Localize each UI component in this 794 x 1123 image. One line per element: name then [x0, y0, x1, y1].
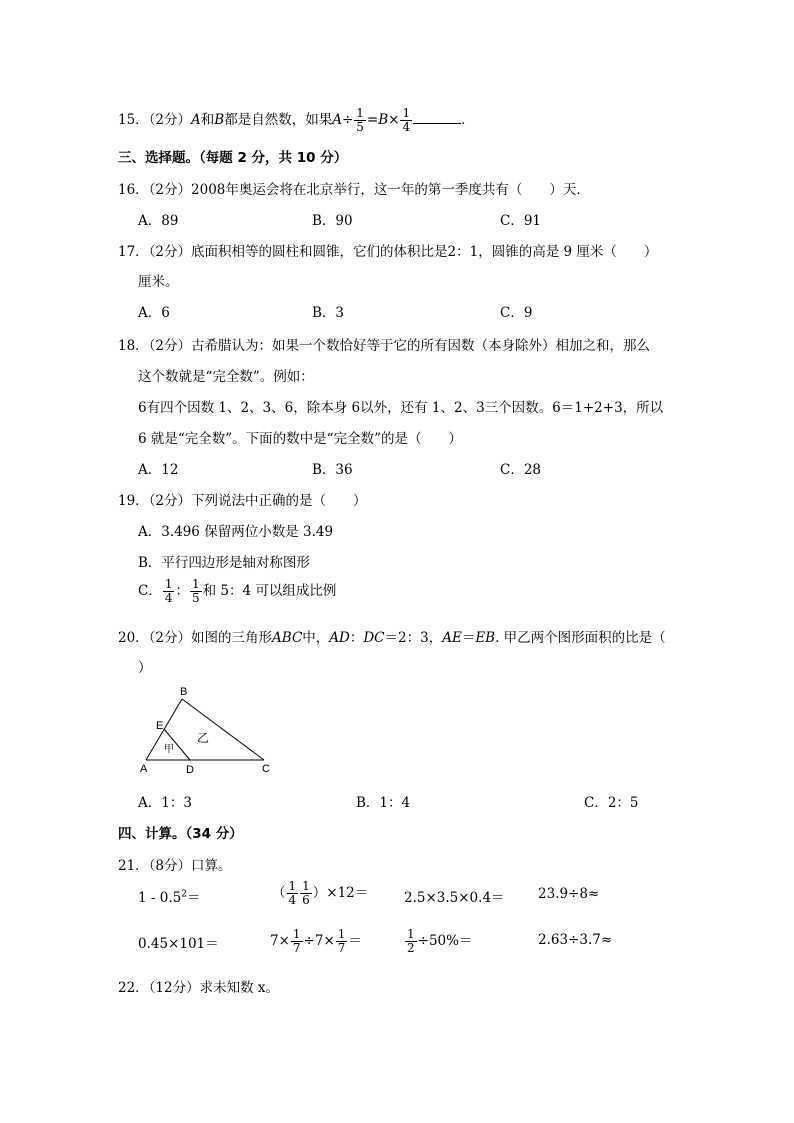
answer-blank[interactable]: [413, 113, 461, 124]
fraction: $\frac{1}{4}$: [402, 106, 411, 134]
label-e: E: [156, 720, 164, 732]
q21-expr-4: 23.9÷8≈: [538, 886, 600, 902]
label-b: B: [180, 686, 188, 698]
fraction: $\frac{1}{7}$: [337, 927, 346, 955]
q18-option-b[interactable]: B．36: [312, 462, 353, 478]
section-title-3: 三、选择题。（每题 2 分，共 10 分）: [118, 150, 348, 166]
label-yi: 乙: [197, 731, 210, 745]
q18-option-c[interactable]: C．28: [500, 462, 542, 478]
q17-stem: 17．（2分）底面积相等的圆柱和圆锥，它们的体积比是2：1，圆锥的高是 9 厘米（ ）: [118, 244, 658, 260]
q21-stem: 21．（8分）口算。: [118, 858, 232, 874]
fraction: $\frac{1}{2}$: [407, 927, 415, 955]
q15: 15．（2分）A和B都是自然数，如果A÷ $\frac{1}{5}$ =B× $\frac{1}{4}$ ．: [118, 106, 475, 134]
q21-expr-8: 2.63÷3.7≈: [538, 932, 613, 948]
q18-line4: 6 就是“完全数”。下面的数中是“完全数”的是（ ）: [138, 431, 462, 447]
q16-option-a[interactable]: A．89: [138, 213, 179, 229]
q19-option-c[interactable]: C． $\frac{1}{4}$ ： $\frac{1}{5}$ 和 5：4 可以组成比例: [138, 577, 337, 605]
q17-option-a[interactable]: A．6: [138, 305, 170, 321]
q17-option-b[interactable]: B．3: [312, 305, 345, 321]
q19-stem: 19．（2分）下列说法中正确的是（ ）: [118, 493, 367, 509]
label-a: A: [140, 763, 148, 775]
q17-stem-line2: 厘米。: [138, 274, 179, 290]
q19-option-a[interactable]: A．3.496 保留两位小数是 3.49: [138, 524, 334, 540]
q18-option-a[interactable]: A．12: [138, 462, 179, 478]
q21-expr-2: （ $\frac{1}{4}$ $\frac{1}{6}$ ）×12＝: [272, 879, 369, 907]
q16-option-b[interactable]: B．90: [312, 213, 353, 229]
q21-expr-1: $1 - 0.5^2=$: [138, 889, 201, 906]
fraction: $\frac{1}{6}$: [302, 879, 310, 907]
fraction: $\frac{1}{4}$: [288, 879, 297, 907]
q21-expr-3: 2.5×3.5×0.4＝: [404, 890, 505, 906]
fraction: $\frac{1}{5}$: [191, 577, 200, 605]
q21-expr-6: 7× $\frac{1}{7}$ ÷7× $\frac{1}{7}$ ＝: [270, 927, 362, 955]
q19-option-b[interactable]: B．平行四边形是轴对称图形: [138, 555, 310, 571]
q18-stem: 18．（2分）古希腊认为：如果一个数恰好等于它的所有因数（本身除外）相加之和，那么: [118, 338, 651, 354]
q16-option-c[interactable]: C．91: [500, 213, 542, 229]
fraction: $\frac{1}{5}$: [356, 106, 364, 134]
q18-line3: 6有四个因数 1、2、3、6，除本身 6以外，还有 1、2、3三个因数。6＝1+2+3，所以: [138, 400, 664, 416]
label-c: C: [262, 763, 270, 775]
q20-option-a[interactable]: A．1：3: [138, 795, 192, 811]
q20-option-b[interactable]: B．1：4: [356, 795, 411, 811]
q17-option-c[interactable]: C．9: [500, 305, 533, 321]
label-d: D: [186, 764, 194, 776]
q21-expr-5: 0.45×101＝: [138, 936, 219, 952]
q20-option-c[interactable]: C．2：5: [584, 795, 639, 811]
label-jia: 甲: [164, 744, 174, 755]
fraction: $\frac{1}{4}$: [164, 577, 173, 605]
fraction: $\frac{1}{7}$: [292, 927, 301, 955]
q21-expr-7: $\frac{1}{2}$ ÷50%＝: [407, 927, 473, 955]
q22-stem: 22．（12分）求未知数 x。: [118, 980, 280, 996]
section-title-4: 四、计算。（34 分）: [118, 826, 243, 842]
q18-line2: 这个数就是“完全数”。例如：: [138, 369, 314, 385]
q20-stem-line2: ）: [138, 660, 152, 676]
side-bc: [182, 699, 264, 760]
triangle-figure: [130, 682, 280, 777]
q16-stem: 16．（2分）2008年奥运会将在北京举行，这一年的第一季度共有（ ）天．: [118, 182, 590, 198]
q20-stem: 20．（2分）如图的三角形ABC中，AD：DC＝2：3，AE＝EB. 甲乙两个图形面积的比是（: [118, 630, 666, 646]
